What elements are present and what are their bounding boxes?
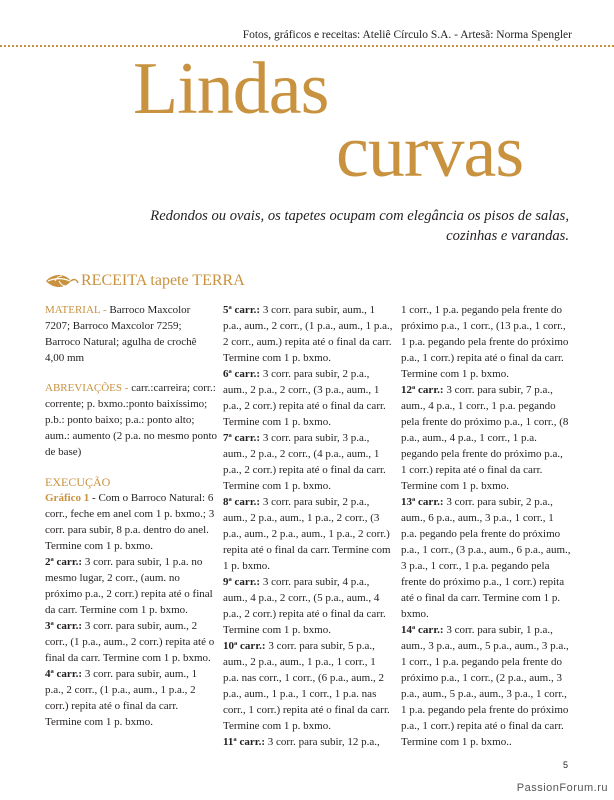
- recipe-title: [81, 272, 245, 290]
- chart-1-label: Gráfico 1: [45, 492, 90, 504]
- row-number: 14ª carr.:: [401, 624, 444, 636]
- row-number: 3ª carr.:: [45, 620, 83, 632]
- row-text: 3 corr. para subir, 3 p.a., aum., 2 p.a., 2 corr., (4 p.a., aum., 1 p.a., 2 corr.) repita até o final da carr. Termine com 1 p. bxmo.: [223, 432, 386, 492]
- row-paragraph: [401, 622, 571, 750]
- row-continuation: 1 corr., 1 p.a. pegando pela frente do próximo p.a., 1 corr., (13 p.a., 1 corr., 1 p.a. pegando pela frente do próximo p.a., 1 corr.) repita até o final da carr. Termine com 1 p. bxmo.: [401, 304, 569, 380]
- row-number: 5ª carr.:: [223, 304, 261, 316]
- subtitle: Redondos ou ovais, os tapetes ocupam com elegância os pisos de salas, cozinhas e varandas.: [150, 208, 569, 244]
- row-text: 3 corr. para subir, 1 p.a. no mesmo lugar, 2 corr., (aum. no próximo p.a., 2 corr.) repita até o final da carr. Termine com 1 p. bxmo.: [45, 556, 213, 616]
- header-divider: [0, 45, 614, 47]
- row-number: 7ª carr.:: [223, 432, 261, 444]
- execution-heading: EXECUÇÃO: [45, 475, 111, 489]
- row-text: 3 corr. para subir, 2 p.a., aum., 6 p.a., aum., 3 p.a., 1 corr., 1 p.a. pegando pela frente do próximo p.a., 1 corr., (3 p.a., aum., 6 p.a., aum., 3 p.a., 1 corr., 1 p.a. pegando pela frente do próximo p.a., 1 corr.) repita até o final da carr. Termine com 1 p. bxmo.: [401, 496, 571, 620]
- row-text: 3 corr. para subir, 7 p.a., aum., 4 p.a., 1 corr., 1 p.a. pegando pela frente do próximo p.a., 1 corr., (8 p.a., aum., 4 p.a., 1 corr., 1 p.a. pegando pela frente do próximo p.a., 1 corr.) repita até o final da carr. Termine com 1 p. bxmo.: [401, 384, 569, 492]
- row-text: 3 corr. para subir, 5 p.a., aum., 2 p.a., aum., 1 p.a., 1 corr., 1 p.a. nas corr., 1 corr., (6 p.a., aum., 2 p.a., aum., 1 p.a., 1 corr., 1 p.a. nas corr., 1 corr.) repita até o final da carr. Termine com 1 p. bxmo.: [223, 640, 390, 732]
- row-text: 3 corr. para subir, 2 p.a., aum., 2 p.a., 2 corr., (3 p.a., aum., 1 p.a., 2 corr.) repita até o final da carr. Termine com 1 p. bxmo.: [223, 368, 386, 428]
- recipe-section-header: [45, 272, 245, 290]
- watermark: PassionForum.ru: [516, 782, 608, 794]
- row-paragraph: [45, 554, 217, 618]
- row-text: 3 corr. para subir, 4 p.a., aum., 4 p.a., 2 corr., (5 p.a., aum., 4 p.a., 2 corr.) repita até o final da carr. Termine com 1 p. bxmo.: [223, 576, 386, 636]
- row-text: 3 corr. para subir, aum., 2 corr., (1 p.a., aum., 2 corr.) repita até o final da carr. Termine com 1 p. bxmo.: [45, 620, 215, 664]
- abbreviations-label: ABREVIAÇÕES: [45, 382, 123, 394]
- page-number: 5: [562, 760, 568, 770]
- row-text: 3 corr. para subir, 1 p.a., aum., 3 p.a., aum., 5 p.a., aum., 3 p.a., 1 corr., 1 p.a. pegando pela frente do próximo p.a., 1 corr., (2 p.a., aum., 3 p.a., aum., 5 p.a., aum., 3 p.a., 1 corr., 1 p.a. pegando pela frente do próximo p.a., 1 corr.) repita até o final da carr. Termine com 1 p. bxmo..: [401, 624, 569, 748]
- material-sep: -: [100, 304, 110, 316]
- chart-1-paragraph: [45, 490, 217, 554]
- row-text: 3 corr. para subir, 2 p.a., aum., 2 p.a., aum., 1 p.a., 2 corr., (3 p.a., aum., 2 p.a., aum., 1 p.a., 2 corr.) repita até o final da carr. Termine com 1 p. bxmo.: [223, 496, 391, 572]
- spacer: [45, 460, 217, 474]
- abbreviations-sep: -: [122, 382, 132, 394]
- abbreviations-paragraph: [45, 380, 217, 460]
- row-number: 11ª carr.:: [223, 736, 265, 748]
- row-number: 8ª carr.:: [223, 496, 261, 508]
- row-paragraph: [223, 366, 393, 430]
- row-paragraph: [223, 494, 393, 574]
- material-text: Barroco Maxcolor 7207; Barroco Maxcolor 7259; Barroco Natural; agulha de crochê 4,00 mm: [45, 304, 197, 364]
- recipe-label: RECEITA: [81, 272, 147, 289]
- abbreviations-text: carr.:carreira; corr.: corrente; p. bxmo.:ponto baixíssimo; p.b.: ponto baixo; p.a.: ponto alto; aum.: aumento (2 p.a. no mesmo ponto de base): [45, 382, 217, 458]
- row-text: 3 corr. para subir, 12 p.a.,: [265, 736, 380, 748]
- column-2: [223, 302, 393, 750]
- leaf-ornament-icon: [45, 272, 79, 290]
- title-line-2: curvas: [336, 111, 524, 193]
- row-paragraph: [223, 734, 393, 750]
- row-text: 3 corr. para subir, aum., 1 p.a., aum., 2 corr., (1 p.a., aum., 1 p.a., 2 corr., aum.) repita até o final da carr. Termine com 1 p. bxmo.: [223, 304, 393, 364]
- recipe-name: tapete TERRA: [150, 272, 245, 289]
- row-paragraph: [223, 302, 393, 366]
- row-text: 3 corr. para subir, aum., 1 p.a., 2 corr., (1 p.a., aum., 1 p.a., 2 corr.) repita até o final da carr. Termine com 1 p. bxmo.: [45, 668, 198, 728]
- photo-credits: Fotos, gráficos e receitas: Ateliê Círculo S.A. - Artesã: Norma Spengler: [242, 29, 572, 41]
- row-number: 13ª carr.:: [401, 496, 444, 508]
- column-3: [401, 302, 571, 750]
- chart-1-text: - Com o Barroco Natural: 6 corr., feche em anel com 1 p. bxmo.; 3 corr. para subir, 8 p.a. dentro do anel. Termine com 1 p. bxmo.: [45, 492, 215, 552]
- row-number: 4ª carr.:: [45, 668, 83, 680]
- row-number: 2ª carr.:: [45, 556, 83, 568]
- spacer: [45, 366, 217, 380]
- row-number: 12ª carr.:: [401, 384, 444, 396]
- row-paragraph: [401, 382, 571, 494]
- title-line-1: Lindas: [133, 48, 329, 130]
- row-paragraph: [401, 494, 571, 622]
- row-paragraph: [223, 638, 393, 734]
- row-paragraph: [223, 574, 393, 638]
- material-paragraph: [45, 302, 217, 366]
- row-paragraph: [45, 666, 217, 730]
- material-label: MATERIAL: [45, 304, 101, 316]
- row-paragraph: [223, 430, 393, 494]
- row-paragraph: [45, 618, 217, 666]
- row-number: 6ª carr.:: [223, 368, 261, 380]
- row-number: 9ª carr.:: [223, 576, 261, 588]
- column-1: [45, 302, 217, 730]
- row-number: 10ª carr.:: [223, 640, 266, 652]
